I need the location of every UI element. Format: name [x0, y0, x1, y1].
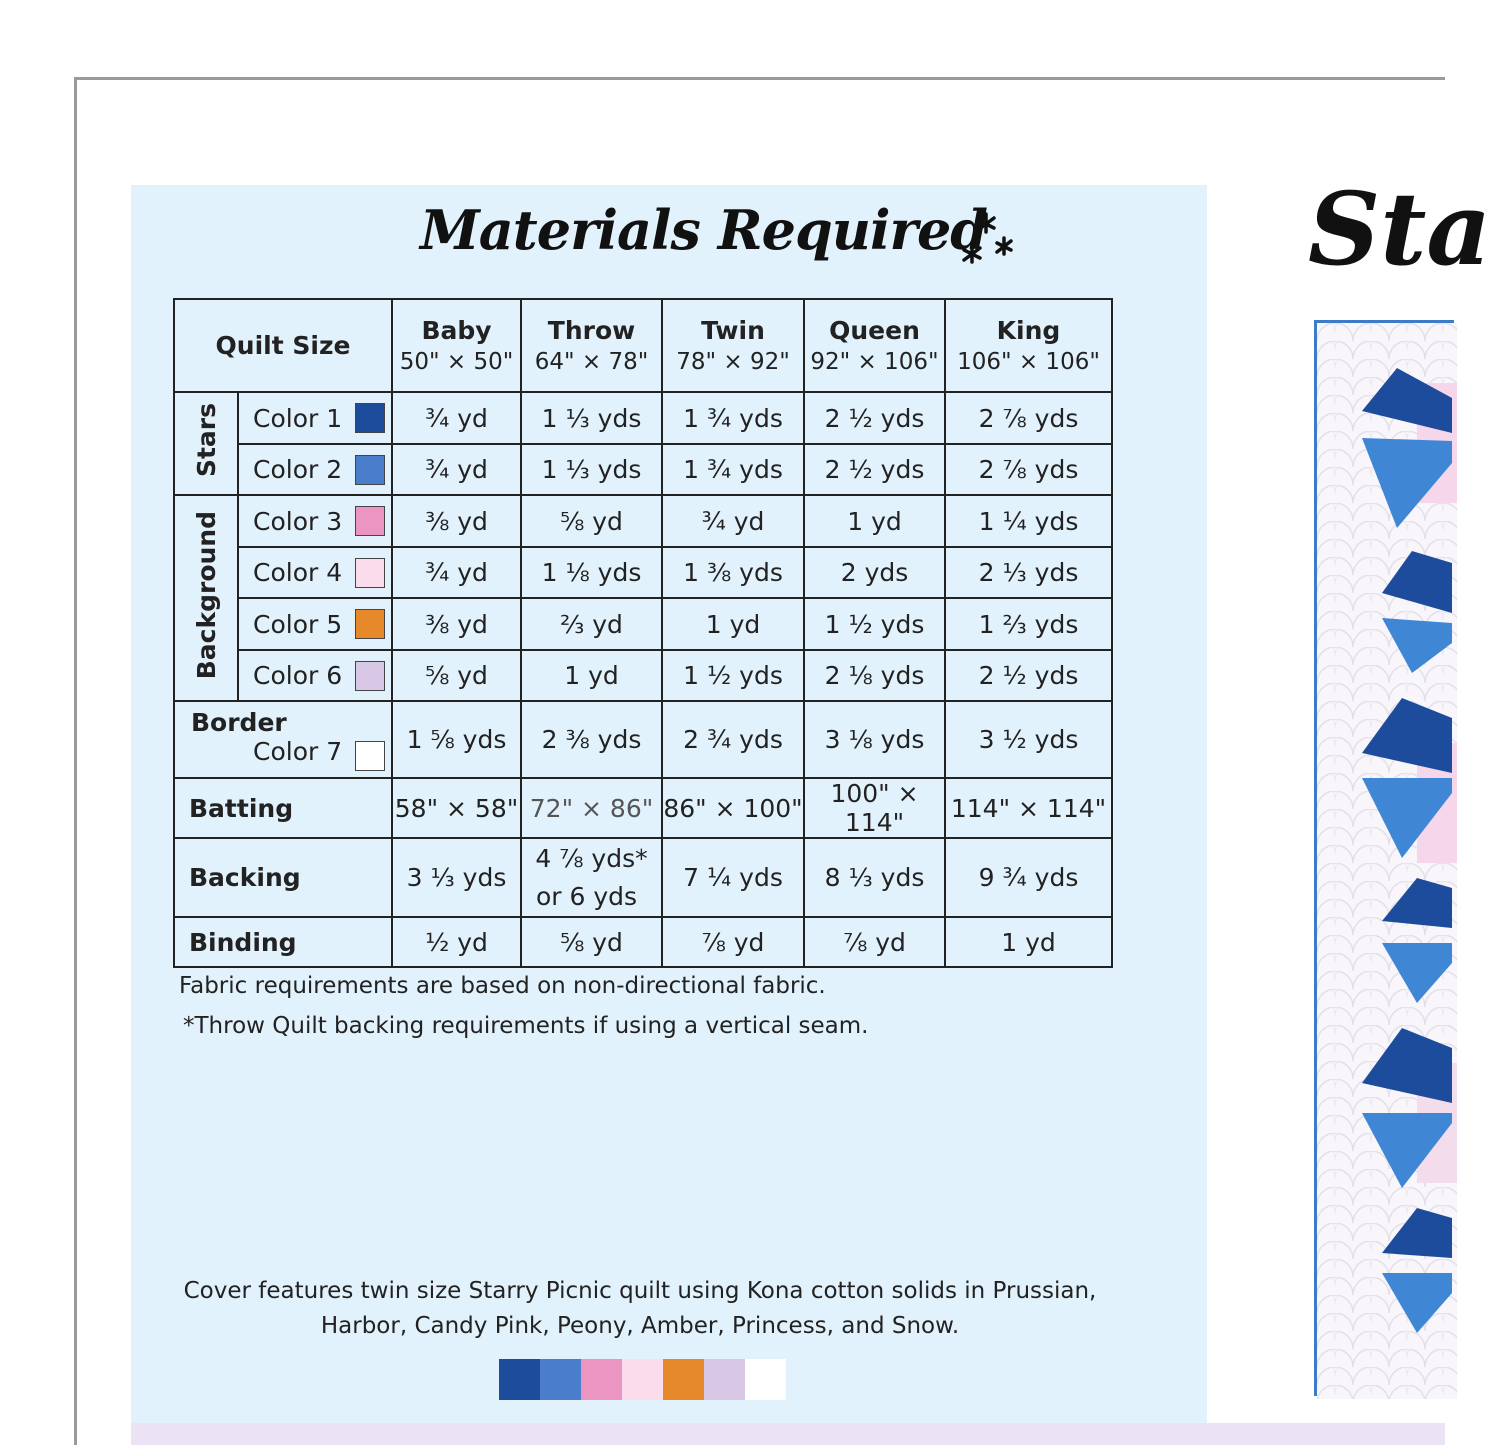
size-dims: 106" × 106": [957, 349, 1100, 375]
quilt-photo: [1314, 320, 1454, 1396]
cell: 3 ⅛ yds: [804, 701, 945, 778]
materials-title: Materials Required: [420, 198, 988, 262]
size-name: Baby: [421, 316, 492, 345]
cell: ¾ yd: [392, 547, 521, 598]
cover-line: Harbor, Candy Pink, Peony, Amber, Princess, and Snow.: [320, 1313, 960, 1339]
cell: ¾ yd: [392, 392, 521, 444]
throw-backing-note: *Throw Quilt backing requirements if using a vertical seam.: [183, 1013, 869, 1039]
cell: 2 ⅜ yds: [521, 701, 662, 778]
size-dims: 92" × 106": [810, 349, 939, 375]
color-swatch: [355, 506, 385, 536]
palette-swatch: [581, 1359, 622, 1400]
cell: 2 ⅞ yds: [945, 444, 1112, 495]
table-row: [174, 495, 1112, 547]
size-throw: [521, 299, 662, 392]
palette-swatch: [499, 1359, 540, 1400]
color-swatch: [355, 558, 385, 588]
color-swatch: [355, 609, 385, 639]
cell: ¾ yd: [392, 444, 521, 495]
color-swatch: [355, 741, 385, 771]
color-name: Color 2: [253, 455, 343, 484]
size-dims: 78" × 92": [676, 349, 790, 375]
cell: 114" × 114": [945, 778, 1112, 838]
cell: ⅝ yd: [392, 650, 521, 701]
color-swatch: [355, 661, 385, 691]
cell: 2 ½ yds: [945, 650, 1112, 701]
cell: 1 ⅜ yds: [662, 547, 804, 598]
size-name: Twin: [701, 316, 765, 345]
color-label: [238, 598, 392, 650]
group-background: [174, 495, 238, 701]
cell: 1 ¾ yds: [662, 444, 804, 495]
cell: [521, 838, 662, 917]
cell: ⅞ yd: [804, 917, 945, 967]
cell: 3 ⅓ yds: [392, 838, 521, 917]
cell: 86" × 100": [662, 778, 804, 838]
quilt-illustration: [1317, 323, 1457, 1399]
cell: 1 yd: [521, 650, 662, 701]
group-stars: [174, 392, 238, 495]
cell: 72" × 86": [521, 778, 662, 838]
throw-backing: 4 ⅞ yds*: [535, 843, 648, 873]
size-name: Throw: [547, 316, 636, 345]
palette-swatch: [540, 1359, 581, 1400]
color-name: Color 4: [253, 558, 343, 587]
cell: 2 ½ yds: [804, 392, 945, 444]
fabric-note: Fabric requirements are based on non-directional fabric.: [179, 973, 826, 999]
cell: 1 yd: [804, 495, 945, 547]
border-row: [174, 701, 1112, 778]
color-name: Color 3: [253, 506, 343, 536]
cell: 2 ¾ yds: [662, 701, 804, 778]
size-dims: 64" × 78": [534, 349, 649, 375]
cell: 1 ¾ yds: [662, 392, 804, 444]
table-row: [174, 444, 1112, 495]
cell: 7 ¼ yds: [662, 838, 804, 917]
header-row: [174, 299, 1112, 392]
palette-swatch: [663, 1359, 704, 1400]
cell: 100" × 114": [804, 778, 945, 838]
cell: 1 ⅝ yds: [392, 701, 521, 778]
cell: ⅜ yd: [392, 495, 521, 547]
color-label: [238, 392, 392, 444]
quilt-size-header: Quilt Size: [174, 299, 392, 392]
border-color-label: Color 7: [253, 736, 343, 766]
cell: 3 ½ yds: [945, 701, 1112, 778]
cell: ⅞ yd: [662, 917, 804, 967]
cell: 2 yds: [804, 547, 945, 598]
bottom-strip: [131, 1423, 1445, 1445]
cell: 1 ½ yds: [662, 650, 804, 701]
group-label: Stars: [191, 403, 221, 478]
size-twin: [662, 299, 804, 392]
binding-label: Binding: [174, 917, 392, 967]
cell: 1 yd: [662, 598, 804, 650]
size-dims: 50" × 50": [399, 349, 514, 375]
pattern-title: Sta: [1308, 170, 1491, 288]
cell: ⅝ yd: [521, 917, 662, 967]
cell: 8 ⅓ yds: [804, 838, 945, 917]
color-swatch: [355, 455, 385, 485]
cover-line: Cover features twin size Starry Picnic quilt using Kona cotton solids in Prussian,: [183, 1278, 1097, 1304]
cell: 9 ¾ yds: [945, 838, 1112, 917]
palette-swatch: [704, 1359, 745, 1400]
color-label: [238, 495, 392, 547]
cell: 1 ⅓ yds: [521, 444, 662, 495]
cell: 1 yd: [945, 917, 1112, 967]
cell: ½ yd: [392, 917, 521, 967]
table-row: [174, 650, 1112, 701]
size-name: King: [996, 316, 1061, 345]
cell: 2 ⅓ yds: [945, 547, 1112, 598]
color-swatch: [355, 403, 385, 433]
cell: 2 ½ yds: [804, 444, 945, 495]
size-baby: [392, 299, 521, 392]
batting-row: [174, 778, 1112, 838]
sparkle-stars-icon: [958, 210, 1024, 274]
binding-row: [174, 917, 1112, 967]
border-label: Border: [191, 707, 287, 737]
backing-row: [174, 838, 1112, 917]
cell: ¾ yd: [662, 495, 804, 547]
cell: ⅝ yd: [521, 495, 662, 547]
color-label: [238, 444, 392, 495]
border-label-cell: [174, 701, 392, 778]
cell: 2 ⅞ yds: [945, 392, 1112, 444]
throw-backing-alt: or 6 yds: [536, 881, 638, 911]
cell: ⅜ yd: [392, 598, 521, 650]
size-king: [945, 299, 1112, 392]
color-palette: [499, 1359, 786, 1400]
palette-swatch: [745, 1359, 786, 1400]
cell: 1 ½ yds: [804, 598, 945, 650]
cover-description: [160, 1274, 1120, 1344]
cell: ⅔ yd: [521, 598, 662, 650]
color-label: [238, 547, 392, 598]
table-row: [174, 598, 1112, 650]
size-queen: [804, 299, 945, 392]
backing-label: Backing: [174, 838, 392, 917]
color-name: Color 1: [253, 403, 343, 433]
cell: 1 ⅛ yds: [521, 547, 662, 598]
color-label: [238, 650, 392, 701]
color-name: Color 6: [253, 661, 343, 690]
table-row: [174, 392, 1112, 444]
cell: 1 ⅓ yds: [521, 392, 662, 444]
batting-label: Batting: [174, 778, 392, 838]
cell: 58" × 58": [392, 778, 521, 838]
cell: 1 ⅔ yds: [945, 598, 1112, 650]
cell: 2 ⅛ yds: [804, 650, 945, 701]
materials-table: [173, 298, 1113, 968]
color-name: Color 5: [253, 609, 343, 639]
palette-swatch: [622, 1359, 663, 1400]
size-name: Queen: [829, 316, 920, 345]
cell: 1 ¼ yds: [945, 495, 1112, 547]
table-row: [174, 547, 1112, 598]
group-label: Background: [191, 510, 221, 680]
